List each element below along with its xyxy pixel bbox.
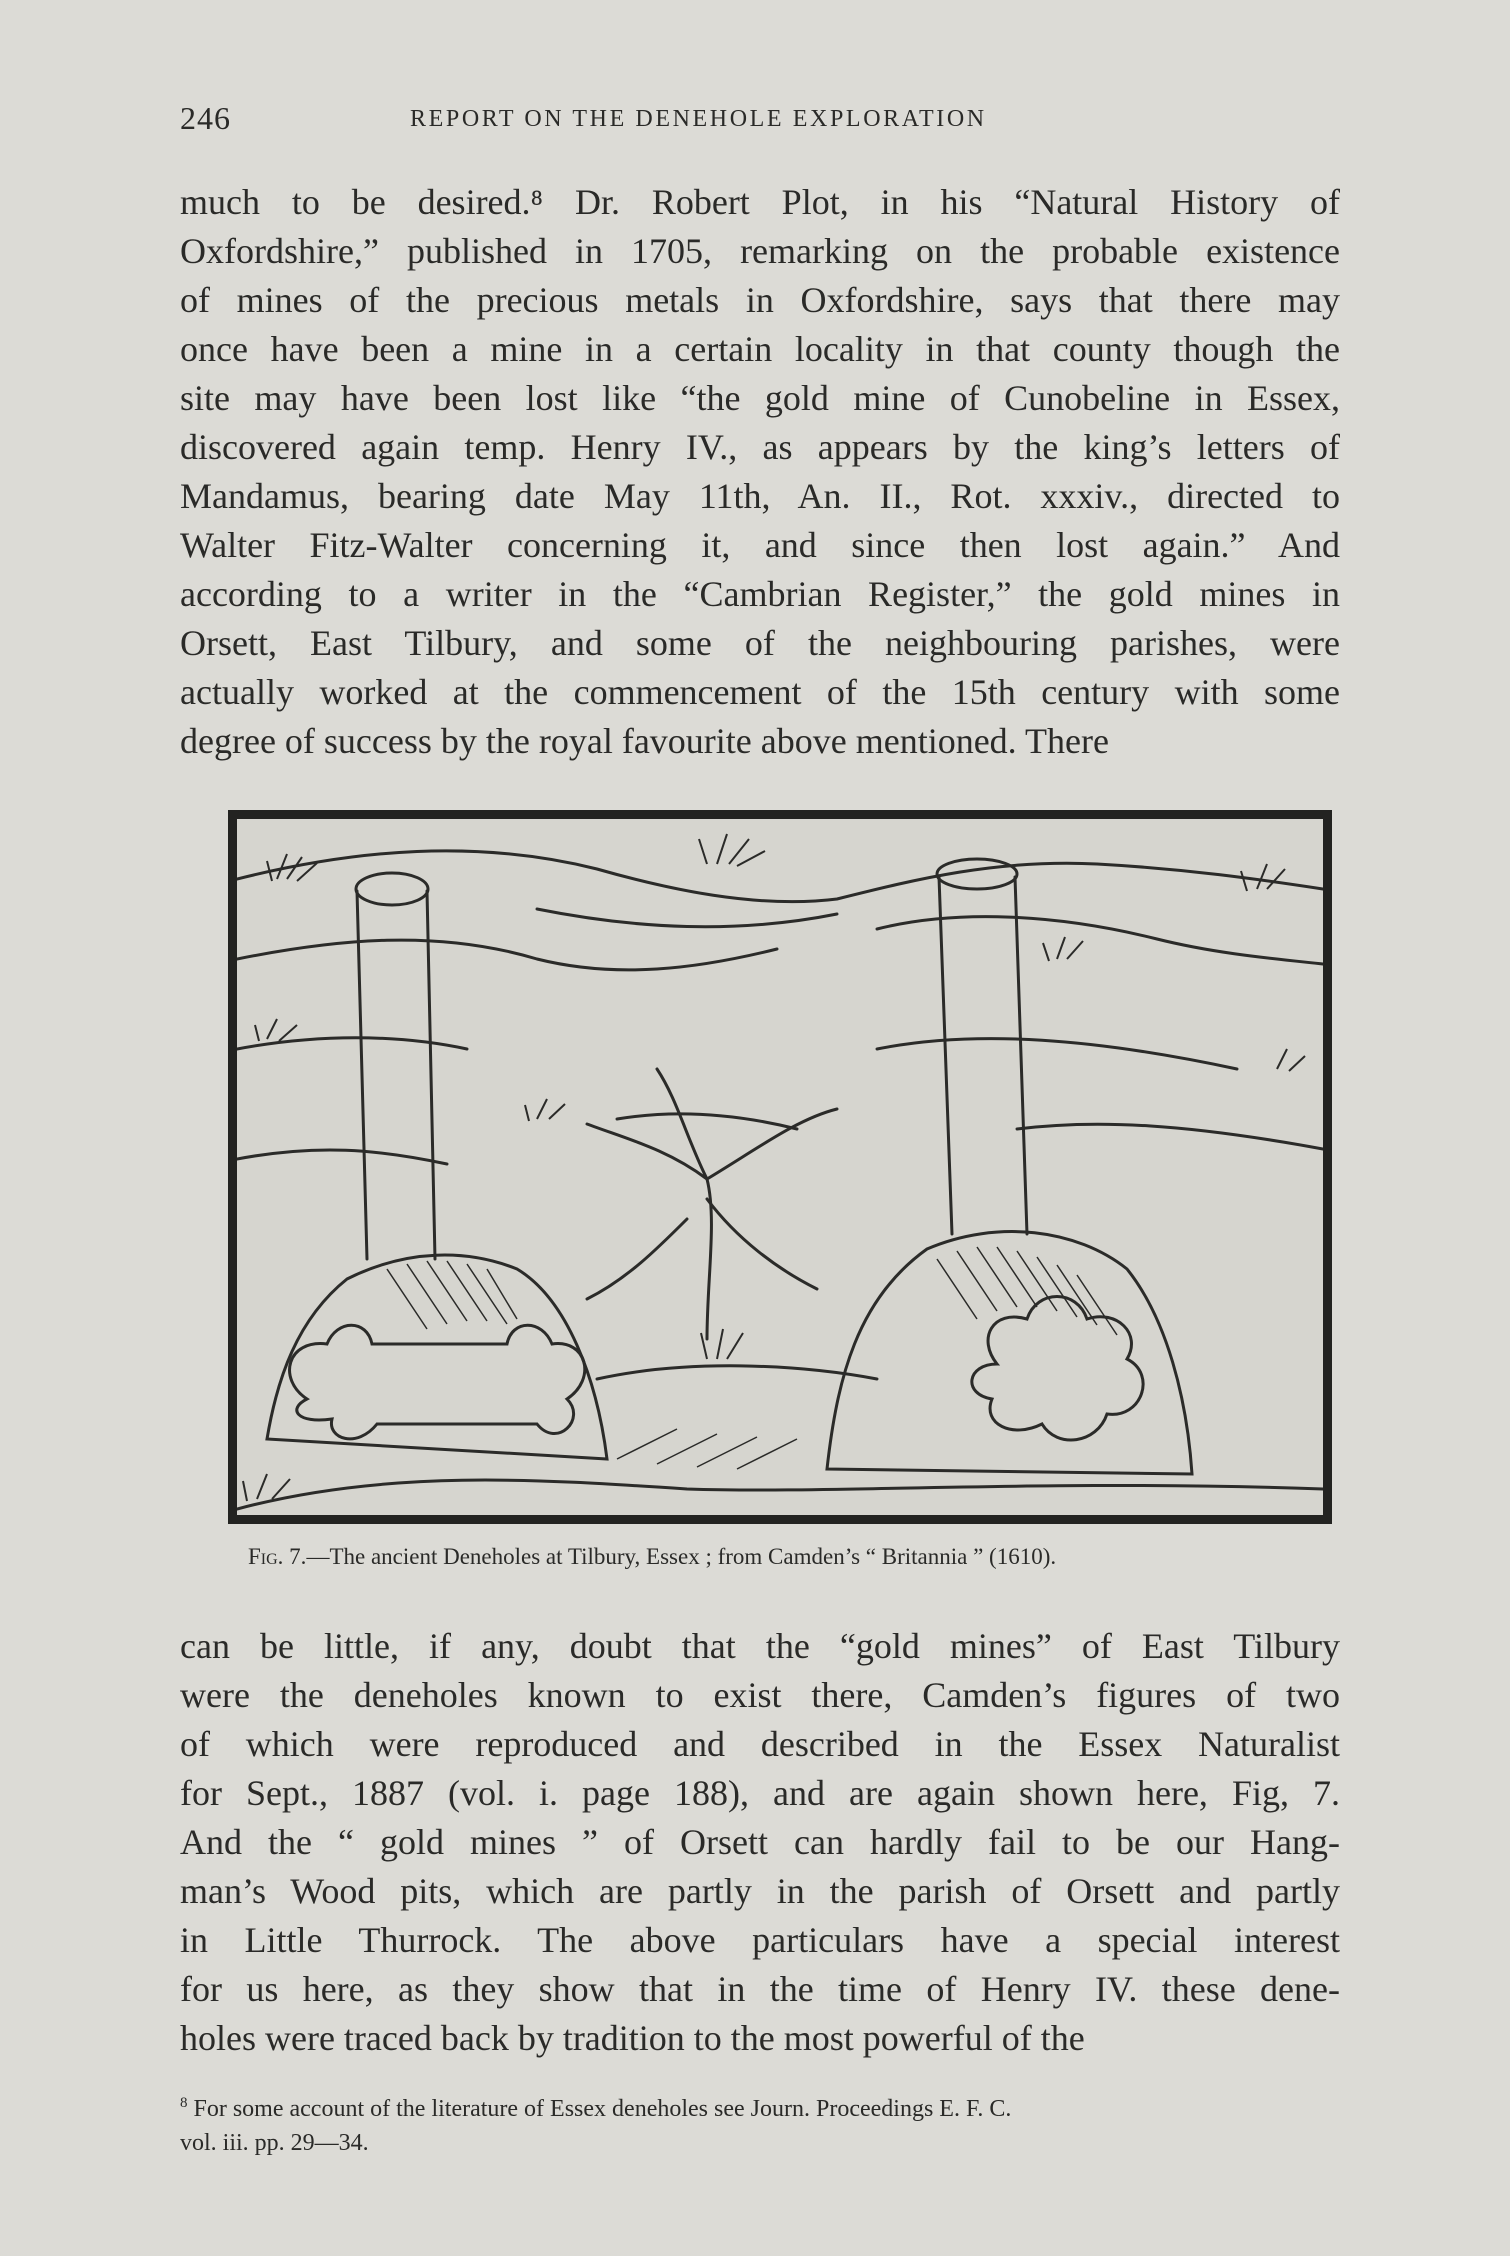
text-line: holes were traced back by tradition to the most powerful of the xyxy=(180,2018,1085,2058)
page-header xyxy=(180,100,1340,140)
text-line: discovered again temp. Henry IV., as appears by the king’s letters of xyxy=(180,427,1340,467)
text-line: site may have been lost like “the gold mine of Cunobeline in Essex, xyxy=(180,378,1340,418)
paragraph-after-figure xyxy=(180,1622,1340,2063)
figure-caption xyxy=(248,1544,1308,1570)
text-line: degree of success by the royal favourite above mentioned. There xyxy=(180,721,1109,761)
text-line: were the deneholes known to exist there, Camden’s figures of two xyxy=(180,1675,1340,1715)
footnote xyxy=(180,2086,1340,2160)
denehole-woodcut-drawing xyxy=(237,819,1323,1515)
text-line: Walter Fitz-Walter concerning it, and since then lost again.” And xyxy=(180,525,1340,565)
text-line: for us here, as they show that in the time of Henry IV. these dene- xyxy=(180,1969,1340,2009)
text-line: actually worked at the commencement of the 15th century with some xyxy=(180,672,1340,712)
text-line: man’s Wood pits, which are partly in the parish of Orsett and partly xyxy=(180,1871,1340,1911)
text-line: for Sept., 1887 (vol. i. page 188), and are again shown here, Fig, 7. xyxy=(180,1773,1340,1813)
paragraph-before-figure xyxy=(180,178,1340,766)
text-line: much to be desired.⁸ Dr. Robert Plot, in his “Natural History of xyxy=(180,182,1340,222)
running-title: REPORT ON THE DENEHOLE EXPLORATION xyxy=(410,106,987,132)
page-number: 246 xyxy=(180,100,231,136)
text-line: in Little Thurrock. The above particulars have a special interest xyxy=(180,1920,1340,1960)
text-line: Mandamus, bearing date May 11th, An. II., Rot. xxxiv., directed to xyxy=(180,476,1340,516)
text-line: Oxfordshire,” published in 1705, remarking on the probable existence xyxy=(180,231,1340,271)
text-line: Orsett, East Tilbury, and some of the neighbouring parishes, were xyxy=(180,623,1340,663)
text-line: of which were reproduced and described in the Essex Naturalist xyxy=(180,1724,1340,1764)
figure-caption-text: —The ancient Deneholes at Tilbury, Essex ; from Camden’s “ Britannia ” (1610). xyxy=(306,1544,1057,1569)
woodcut-illustration xyxy=(228,810,1332,1524)
text-line: once have been a mine in a certain locality in that county though the xyxy=(180,329,1340,369)
text-line: of mines of the precious metals in Oxfordshire, says that there may xyxy=(180,280,1340,320)
footnote-line: vol. iii. pp. 29—34. xyxy=(180,2130,369,2156)
text-line: And the “ gold mines ” of Orsett can hardly fail to be our Hang- xyxy=(180,1822,1340,1862)
footnote-line xyxy=(180,2086,1340,2126)
footnote-mark: 8 xyxy=(180,2095,188,2111)
footnote-text: For some account of the literature of Essex deneholes see Journ. Proceedings E. F. C. xyxy=(193,2096,1012,2122)
text-line: according to a writer in the “Cambrian Register,” the gold mines in xyxy=(180,574,1340,614)
text-line: can be little, if any, doubt that the “gold mines” of East Tilbury xyxy=(180,1626,1340,1666)
figure-label: Fig. 7. xyxy=(248,1544,307,1569)
